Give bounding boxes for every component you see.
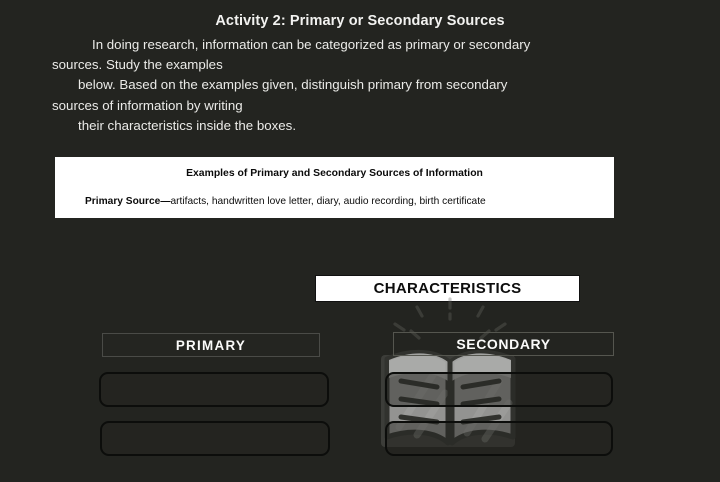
characteristics-banner: [315, 275, 580, 302]
column-header-primary-label: PRIMARY: [175, 337, 247, 353]
instructions-line-3: below. Based on the examples given, distinguish primary from secondary: [78, 77, 508, 93]
examples-primary-list: artifacts, handwritten love letter, diary, audio recording, birth certificate: [170, 196, 486, 207]
instructions-line-2: sources. Study the examples: [52, 57, 223, 73]
examples-panel-heading: Examples of Primary and Secondary Sources of Information: [186, 168, 483, 179]
instructions-line-4: sources of information by writing: [52, 97, 243, 113]
column-header-secondary: [393, 332, 614, 356]
page-title: Activity 2: Primary or Secondary Sources: [215, 13, 505, 29]
column-header-secondary-label: SECONDARY: [456, 336, 551, 352]
examples-primary-row: [85, 196, 486, 207]
examples-primary-separator: —: [160, 196, 171, 207]
answer-box-secondary-1[interactable]: [385, 372, 613, 407]
instructions-line-5: their characteristics inside the boxes.: [78, 117, 297, 133]
answer-box-primary-2[interactable]: [100, 421, 330, 456]
column-header-primary: [102, 333, 320, 357]
answer-box-secondary-2[interactable]: [385, 421, 613, 456]
instructions-line-1: In doing research, information can be categorized as primary or secondary: [92, 37, 531, 52]
examples-panel: [55, 157, 614, 218]
examples-primary-label: Primary Source: [85, 196, 161, 207]
answer-box-primary-1[interactable]: [99, 372, 329, 407]
instructions-block: [52, 35, 617, 136]
characteristics-label: CHARACTERISTICS: [373, 280, 522, 297]
